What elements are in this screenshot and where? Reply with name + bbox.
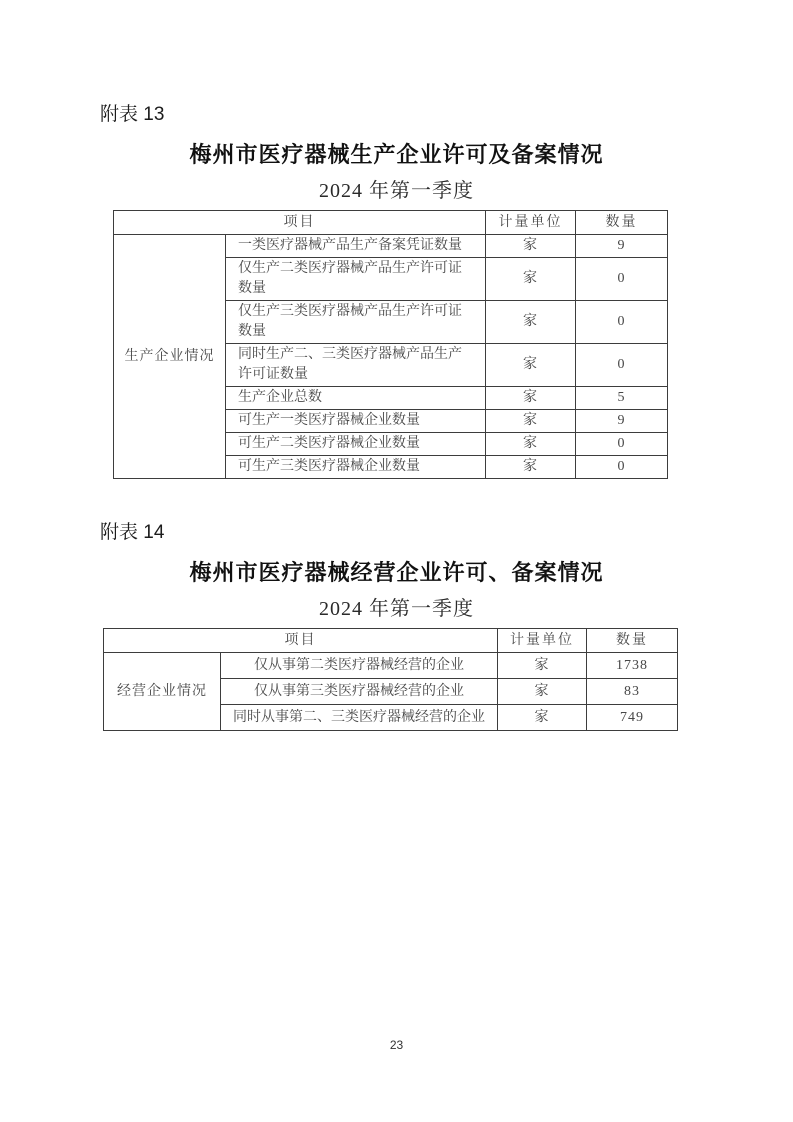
- item-cell: 可生产二类医疗器械企业数量: [226, 433, 486, 456]
- unit-cell: 家: [498, 653, 587, 679]
- table14-header-unit: 计量单位: [498, 629, 587, 653]
- qty-cell: 0: [576, 433, 668, 456]
- qty-cell: 0: [576, 301, 668, 344]
- table14-header-item: 项目: [104, 629, 498, 653]
- table13-title: 梅州市医疗器械生产企业许可及备案情况: [189, 142, 604, 167]
- table13-header-quantity: 数量: [576, 211, 668, 235]
- qty-cell: 749: [587, 705, 678, 731]
- item-cell: 仅从事第三类医疗器械经营的企业: [221, 679, 498, 705]
- item-cell: 仅生产二类医疗器械产品生产许可证数量: [226, 258, 486, 301]
- qty-cell: 9: [576, 410, 668, 433]
- category-cell: 生产企业情况: [114, 235, 226, 479]
- unit-cell: 家: [486, 235, 576, 258]
- unit-cell: 家: [498, 705, 587, 731]
- unit-cell: 家: [486, 258, 576, 301]
- item-cell: 一类医疗器械产品生产备案凭证数量: [226, 235, 486, 258]
- table14-title: 梅州市医疗器械经营企业许可、备案情况: [189, 560, 604, 585]
- item-cell: 同时生产二、三类医疗器械产品生产许可证数量: [226, 344, 486, 387]
- unit-cell: 家: [486, 344, 576, 387]
- qty-cell: 1738: [587, 653, 678, 679]
- table-row: [104, 653, 678, 679]
- table13-header-item: 项目: [114, 211, 486, 235]
- item-cell: 可生产三类医疗器械企业数量: [226, 456, 486, 479]
- item-cell: 生产企业总数: [226, 387, 486, 410]
- unit-cell: 家: [486, 456, 576, 479]
- item-cell: 仅生产三类医疗器械产品生产许可证数量: [226, 301, 486, 344]
- table13-header-unit: 计量单位: [486, 211, 576, 235]
- category-cell: 经营企业情况: [104, 653, 221, 731]
- qty-cell: 83: [587, 679, 678, 705]
- table14: [103, 628, 678, 731]
- table14-subtitle: 2024 年第一季度: [319, 598, 474, 620]
- table13-header-row: [114, 211, 668, 235]
- qty-cell: 5: [576, 387, 668, 410]
- table14-header-row: [104, 629, 678, 653]
- unit-cell: 家: [498, 679, 587, 705]
- table-row: [114, 235, 668, 258]
- table13: [113, 210, 668, 479]
- qty-cell: 0: [576, 258, 668, 301]
- table14-header-quantity: 数量: [587, 629, 678, 653]
- unit-cell: 家: [486, 433, 576, 456]
- table13-label: 附表 13: [100, 104, 165, 125]
- table13-subtitle: 2024 年第一季度: [319, 180, 474, 202]
- page-number: 23: [389, 1038, 404, 1052]
- item-cell: 可生产一类医疗器械企业数量: [226, 410, 486, 433]
- item-cell: 同时从事第二、三类医疗器械经营的企业: [221, 705, 498, 731]
- unit-cell: 家: [486, 410, 576, 433]
- unit-cell: 家: [486, 387, 576, 410]
- item-cell: 仅从事第二类医疗器械经营的企业: [221, 653, 498, 679]
- qty-cell: 9: [576, 235, 668, 258]
- qty-cell: 0: [576, 456, 668, 479]
- table14-label: 附表 14: [100, 522, 165, 543]
- qty-cell: 0: [576, 344, 668, 387]
- unit-cell: 家: [486, 301, 576, 344]
